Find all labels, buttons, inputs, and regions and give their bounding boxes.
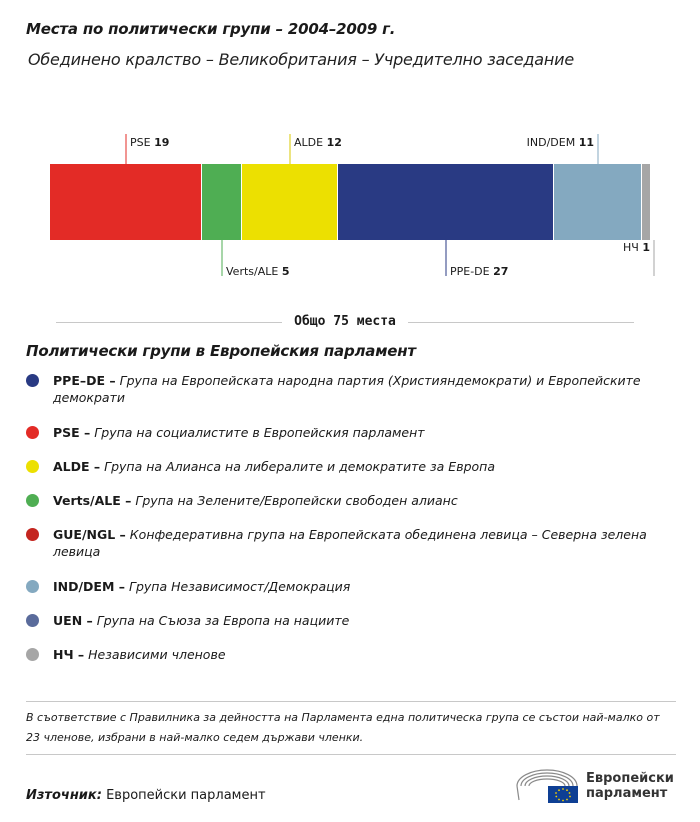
segment-name: Verts/ALE — [226, 265, 282, 278]
segment-label — [130, 136, 169, 149]
divider — [26, 701, 676, 702]
legend-abbr: IND/DEM – — [53, 579, 126, 594]
logo-line2: парламент — [586, 786, 668, 801]
legend-dot — [26, 528, 39, 541]
segment-label — [527, 136, 594, 149]
segment-name: PPE-DE — [450, 265, 494, 278]
bar-segment-verts-ale — [202, 164, 241, 240]
legend-dot — [26, 494, 39, 507]
segment-label — [450, 265, 508, 278]
source-value: Европейски парламент — [106, 788, 266, 803]
segment-name: IND/DEM — [526, 136, 579, 149]
segment-name: ALDE — [294, 136, 327, 149]
ep-logo — [514, 764, 684, 804]
segment-value: 5 — [281, 265, 290, 278]
legend-desc: Група на Европейската народна партия (Християндемократи) и Европейските демократи — [53, 373, 641, 405]
legend-desc: Група на Алианса на либералите и демократите за Европа — [104, 459, 495, 474]
legend-abbr: PSE – — [53, 425, 91, 440]
logo-text — [586, 771, 674, 801]
source — [26, 788, 266, 803]
chart-subtitle: Обединено кралство – Великобритания – Учредително заседание — [28, 50, 574, 69]
segment-label — [623, 241, 650, 254]
legend-dot — [26, 374, 39, 387]
legend-desc: Независими членове — [88, 647, 226, 662]
logo-line1: Европейски — [586, 771, 674, 786]
segment-name: PSE — [130, 136, 155, 149]
legend-desc: Група Независимост/Демокрация — [129, 579, 351, 594]
segment-name: НЧ — [623, 241, 643, 254]
legend-dot — [26, 426, 39, 439]
parliament-hemicycle-icon — [514, 764, 580, 804]
total-seats-label: Общо 75 места — [282, 314, 408, 329]
bar-segment-нч — [642, 164, 650, 240]
segment-value: 19 — [154, 136, 170, 149]
legend-dot — [26, 614, 39, 627]
segment-value: 1 — [642, 241, 650, 254]
legend-abbr: ALDE – — [53, 459, 101, 474]
seats-bar-chart — [0, 110, 700, 300]
legend-desc: Група на Зелените/Европейски свободен алианс — [135, 493, 458, 508]
chart-title: Места по политически групи – 2004–2009 г. — [26, 20, 396, 38]
segment-value: 11 — [578, 136, 594, 149]
total-seats — [56, 312, 634, 334]
bar-segment-ppe-de — [338, 164, 553, 240]
legend-title: Политически групи в Европейския парламент — [26, 342, 416, 360]
divider — [26, 754, 676, 755]
legend-abbr: НЧ – — [53, 647, 85, 662]
bar-segment-alde — [242, 164, 337, 240]
bar-segment-pse — [50, 164, 201, 240]
legend-abbr: PPE–DE – — [53, 373, 116, 388]
segment-value: 12 — [326, 136, 342, 149]
bar-segment-ind-dem — [554, 164, 641, 240]
segment-value: 27 — [493, 265, 509, 278]
legend-desc: Група на социалистите в Европейския парламент — [94, 425, 425, 440]
legend-dot — [26, 460, 39, 473]
legend-desc: Конфедеративна група на Европейската обединена левица – Северна зелена левица — [53, 527, 647, 559]
footnote: В съответствие с Правилника за дейността на Парламента една политическа група се състои най-малко от 23 членове, избрани в най-малко седем държави членки. — [26, 711, 660, 744]
legend-desc: Група на Съюза за Европа на нациите — [96, 613, 350, 628]
legend-dot — [26, 648, 39, 661]
source-label: Източник: — [26, 788, 102, 803]
legend-abbr: Verts/ALE – — [53, 493, 132, 508]
segment-label — [294, 136, 342, 149]
legend-abbr: GUE/NGL – — [53, 527, 126, 542]
legend-abbr: UEN – — [53, 613, 93, 628]
legend-dot — [26, 580, 39, 593]
segment-label — [226, 265, 289, 278]
